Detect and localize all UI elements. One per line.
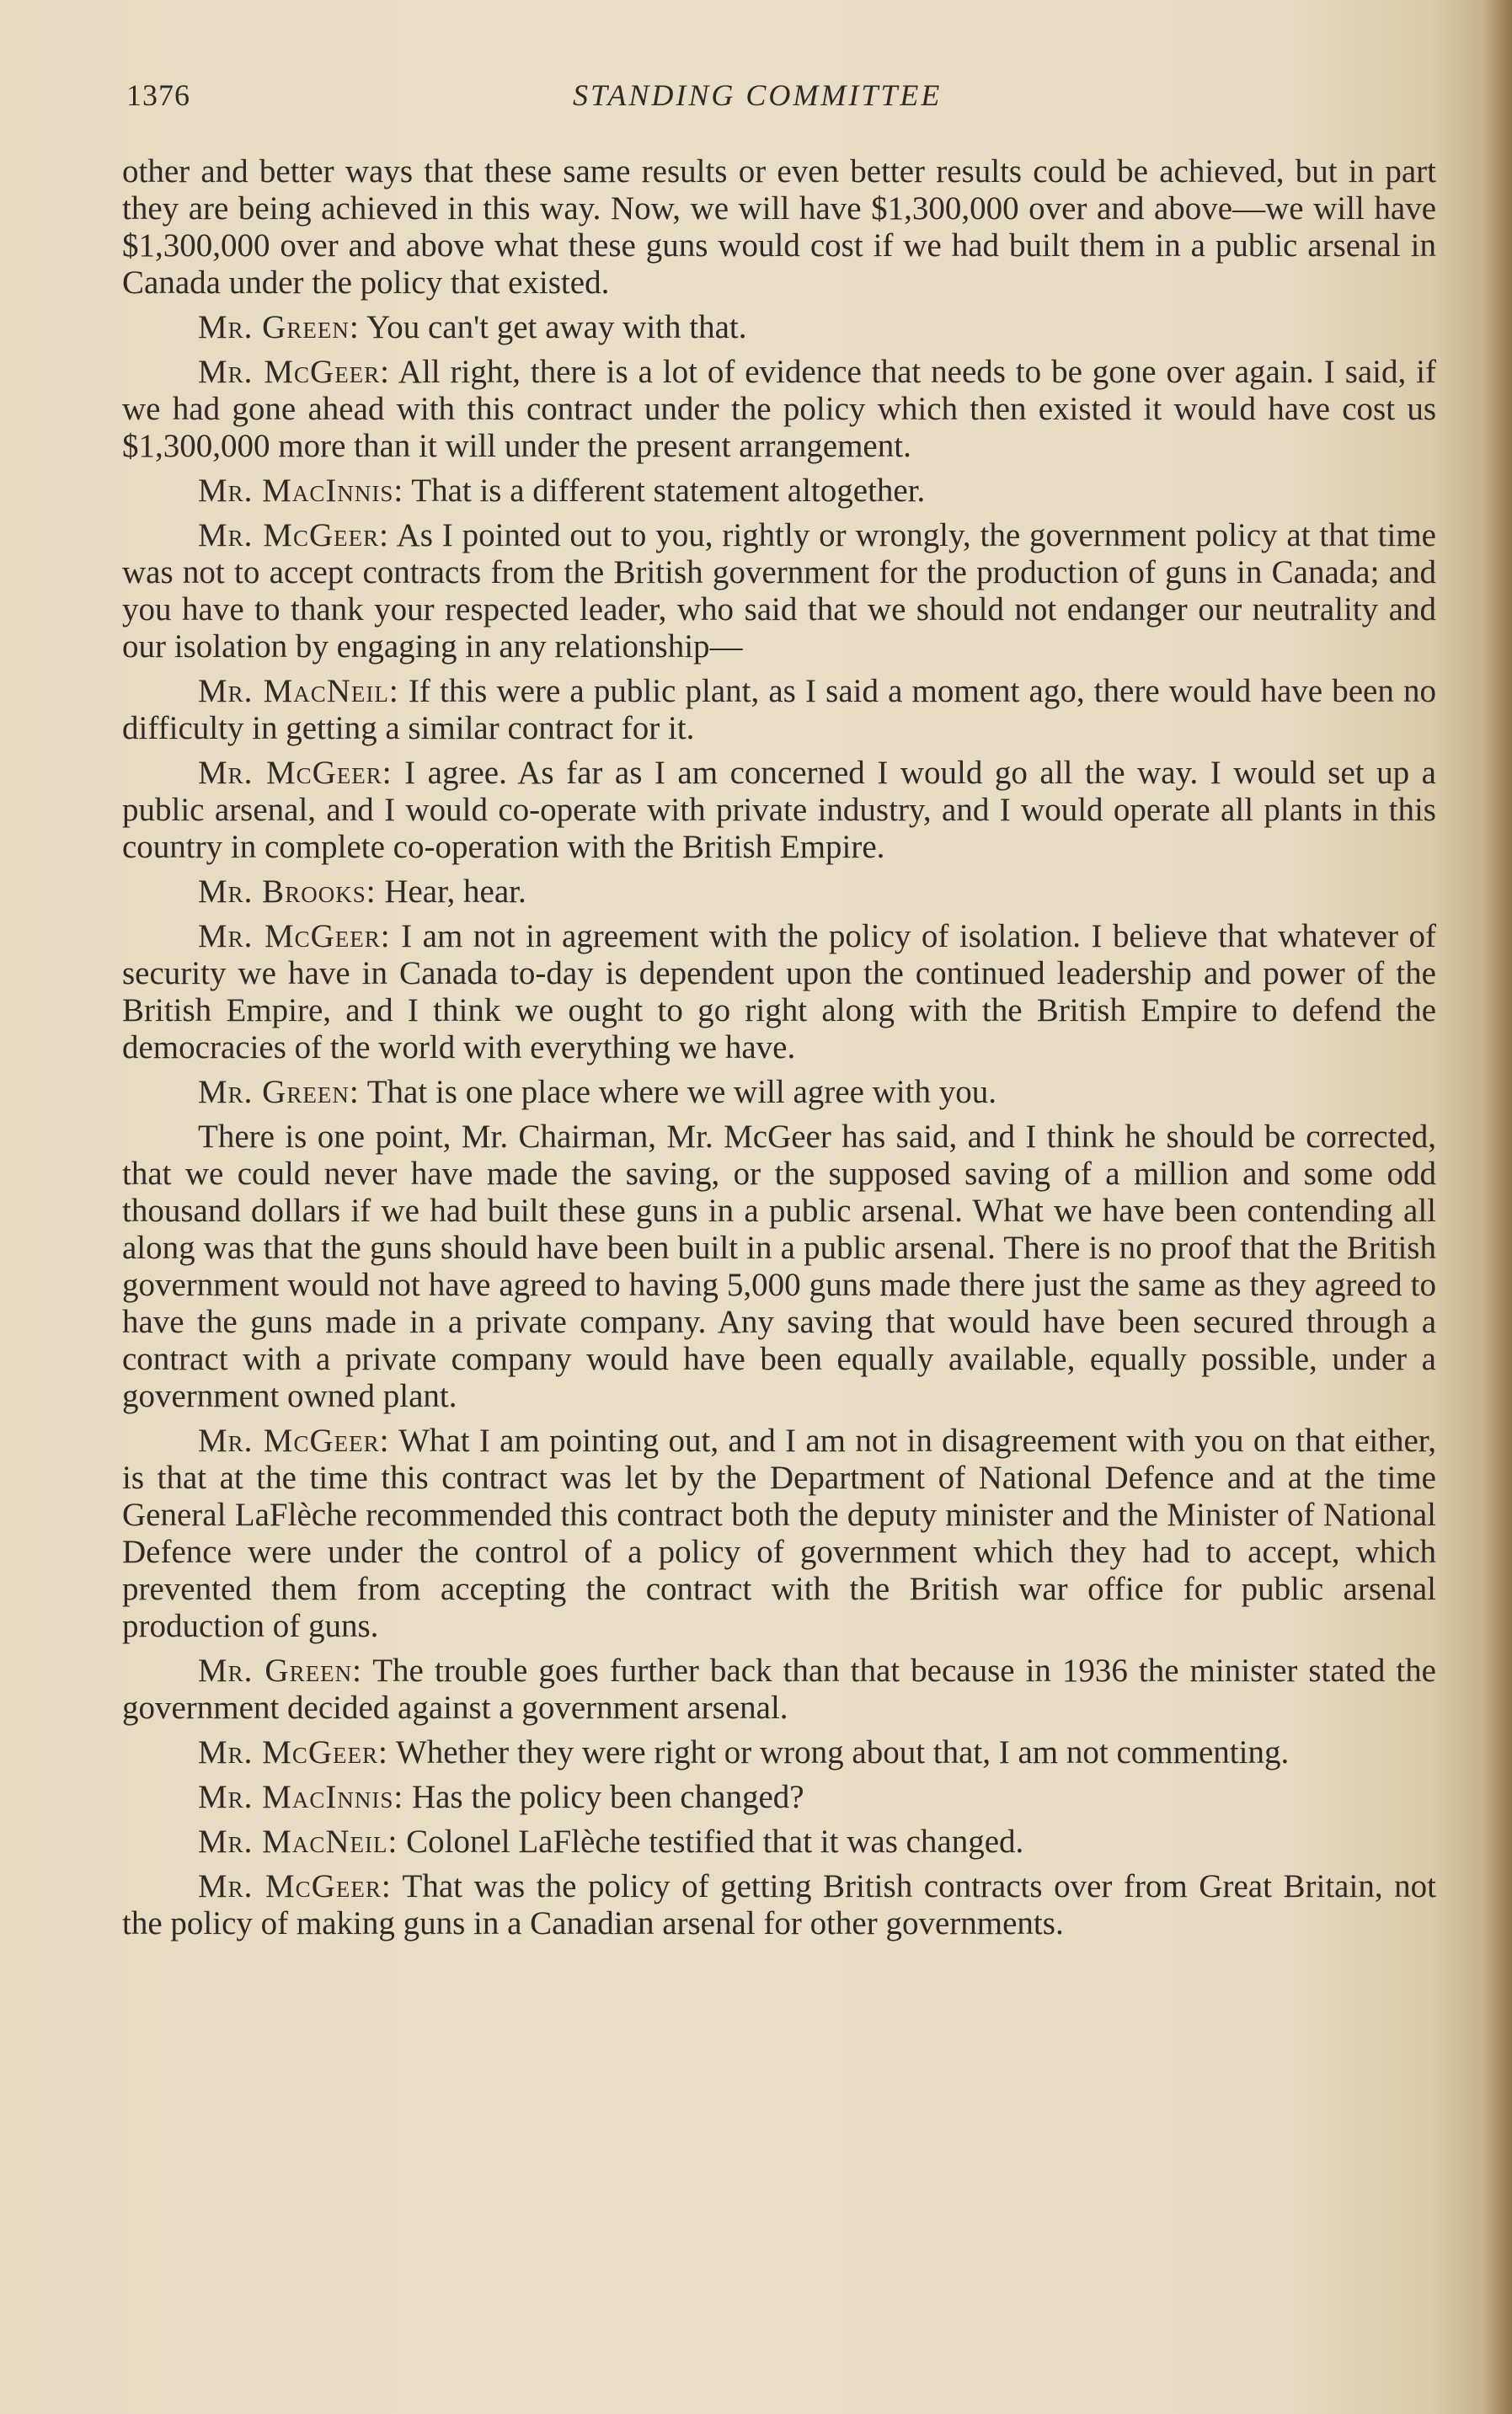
paragraph	[122, 153, 1436, 302]
paragraph-text: That is a different statement altogether.	[403, 473, 926, 509]
paragraph-text: That was the policy of getting British contracts over from Great Britain, not the policy of making guns in a Canadian arsenal for other governments.	[122, 1868, 1436, 1941]
speaker-name: Mr. McGeer:	[198, 755, 393, 791]
speaker-name: Mr. MacInnis:	[198, 1779, 404, 1815]
speaker-name: Mr. Green:	[198, 309, 360, 345]
paragraph	[122, 473, 1436, 510]
speaker-name: Mr. McGeer:	[198, 1423, 390, 1459]
paragraph	[122, 1119, 1436, 1415]
speaker-name: Mr. MacNeil:	[198, 1824, 398, 1860]
paragraph	[122, 673, 1436, 747]
speaker-name: Mr. Green:	[198, 1074, 360, 1110]
speaker-name: Mr. MacNeil:	[198, 673, 399, 709]
paragraph	[122, 1074, 1436, 1111]
paragraph-text: If this were a public plant, as I said a moment ago, there would have been no difficulty in getting a similar contract for it.	[122, 673, 1436, 746]
paragraph	[122, 1779, 1436, 1816]
paragraph-text: What I am pointing out, and I am not in disagreement with you on that either, is that at the time this contract was let by the Department of National Defence and at the time General LaFlèche recommended this contract both the deputy minister and the Minister of National Defence were under the control of a policy of government which they had to accept, which prevented them from accepting the contract with the British war office for public arsenal production of guns.	[122, 1423, 1436, 1644]
speaker-name: Mr. McGeer:	[198, 1734, 388, 1770]
paragraph-text: other and better ways that these same results or even better results could be achieved, but in part they are being achieved in this way. Now, we will have $1,300,000 over and above—we will have $1,300,000 over and above what these guns would cost if we had built them in a public arsenal in Canada under the policy that existed.	[122, 153, 1436, 301]
paragraph-text: I agree. As far as I am concerned I would go all the way. I would set up a public arsenal, and I would co-operate with private industry, and I would operate all plants in this country in complete co-operation with the British Empire.	[122, 755, 1436, 865]
paragraph	[122, 1734, 1436, 1771]
paragraph-text: The trouble goes further back than that because in 1936 the minister stated the government decided against a government arsenal.	[122, 1653, 1436, 1726]
speaker-name: Mr. McGeer:	[198, 1868, 392, 1904]
paragraph	[122, 309, 1436, 346]
page-number: 1376	[126, 78, 190, 112]
paragraph	[122, 755, 1436, 866]
paragraph-text: You can't get away with that.	[359, 309, 747, 345]
paragraph	[122, 354, 1436, 465]
paragraph-text: Colonel LaFlèche testified that it was changed.	[398, 1824, 1024, 1860]
paragraph-text: There is one point, Mr. Chairman, Mr. McGeer has said, and I think he should be corrected, that we could never have made the saving, or the supposed saving of a million and some odd thousand dollars if we had built these guns in a public arsenal. What we have been contending all along was that the guns should have been built in a public arsenal. There is no proof that the British government would not have agreed to having 5,000 guns made there just the same as they agreed to have the guns made in a private company. Any saving that would have been secured through a contract with a private company would have been equally available, equally possible, under a government owned plant.	[122, 1119, 1436, 1414]
speaker-name: Mr. McGeer:	[198, 517, 389, 553]
paragraph-text: I am not in agreement with the policy of isolation. I believe that whatever of security we have in Canada to-day is dependent upon the continued leadership and power of the British Empire, and I think we ought to go right along with the British Empire to defend the democracies of the world with everything we have.	[122, 918, 1436, 1065]
speaker-name: Mr. McGeer:	[198, 354, 391, 390]
paragraph-text: Whether they were right or wrong about that, I am not commenting.	[387, 1734, 1290, 1770]
paragraph-text: That is one place where we will agree with you.	[359, 1074, 996, 1110]
body-text	[122, 153, 1436, 1950]
speaker-name: Mr. Brooks:	[198, 873, 377, 910]
page-header	[126, 77, 1440, 120]
book-spine-edge	[1480, 0, 1512, 2414]
paragraph	[122, 873, 1436, 911]
paragraph	[122, 1653, 1436, 1727]
speaker-name: Mr. McGeer:	[198, 918, 391, 954]
paragraph-text: Hear, hear.	[376, 873, 526, 910]
paragraph	[122, 918, 1436, 1066]
speaker-name: Mr. MacInnis:	[198, 473, 404, 509]
running-head: STANDING COMMITTEE	[573, 78, 943, 112]
paragraph	[122, 517, 1436, 665]
speaker-name: Mr. Green:	[198, 1653, 362, 1689]
paragraph-text: Has the policy been changed?	[403, 1779, 804, 1815]
paragraph-text: All right, there is a lot of evidence that needs to be gone over again. I said, if we had gone ahead with this contract under the policy which then existed it would have cost us $1,300,000 more than it will under the present arrangement.	[122, 354, 1436, 464]
paragraph	[122, 1824, 1436, 1861]
paragraph-text: As I pointed out to you, rightly or wrongly, the government policy at that time was not to accept contracts from the British government for the production of guns in Canada; and you have to thank your respected leader, who said that we should not endanger our neutrality and our isolation by engaging in any relationship—	[122, 517, 1436, 665]
paragraph	[122, 1868, 1436, 1942]
paragraph	[122, 1423, 1436, 1645]
